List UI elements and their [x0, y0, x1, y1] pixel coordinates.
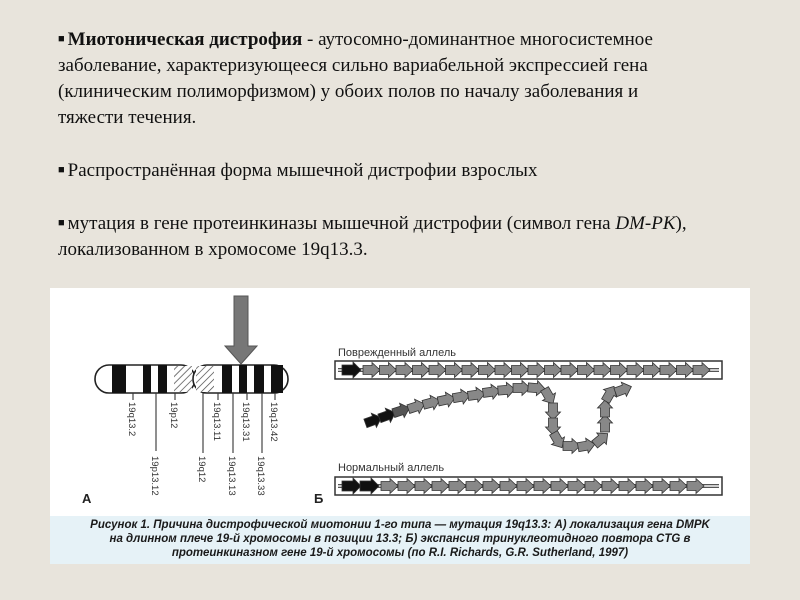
band-label: 19q13.33	[255, 456, 266, 496]
normal-allele-label: Нормальный аллель	[338, 462, 445, 474]
caption-line: протеинкиназном гене 19-й хромосомы (по R.I. Richards, G.R. Sutherland, 1997)	[171, 547, 629, 559]
normal-allele-strand	[335, 477, 722, 495]
band-label: 19q13.13	[226, 456, 237, 496]
panel-a-label: А	[82, 491, 92, 506]
chromosome-19	[95, 365, 288, 393]
figure-diagram	[50, 288, 750, 516]
band-tick-lines	[133, 393, 275, 453]
paragraph-common-form	[58, 157, 698, 184]
figure-caption	[50, 516, 750, 564]
band-label: 19p13.12	[149, 456, 160, 496]
caption-line: Рисунок 1. Причина дистрофической миотонии 1-го типа — мутация 19q13.3: А) локализация гена DMPK	[90, 519, 710, 531]
gene-locus-arrow	[225, 296, 257, 364]
bullet-icon: ■	[58, 164, 65, 176]
band-label: 19q13.2	[126, 402, 137, 437]
repeat-arrow	[546, 403, 561, 420]
band-label: 19q13.11	[211, 402, 222, 441]
damaged-allele-label: Поврежденный аллель	[338, 347, 456, 359]
bullet-icon: ■	[58, 33, 65, 45]
gene-symbol: DM-PK	[615, 213, 676, 234]
repeat-arrow	[563, 439, 580, 454]
band-label: 19q13.31	[240, 402, 251, 442]
repeat-arrow	[598, 415, 613, 432]
mutation-text-b: ), локализованном в хромосоме 19q13.3.	[58, 213, 687, 260]
term-myotonic-dystrophy: Миотоническая дистрофия	[67, 29, 303, 50]
band-label: 19q13.42	[268, 402, 279, 442]
damaged-allele-strand	[335, 361, 722, 379]
common-form-text: Распространённая форма мышечной дистрофии взрослых	[67, 160, 538, 181]
band-label: 19p12	[168, 402, 179, 429]
mutation-text-a: мутация в гене протеинкиназы мышечной дистрофии (символ гена	[67, 213, 616, 234]
band-label: 19q12	[196, 456, 207, 483]
ctg-expansion-loop	[363, 380, 634, 455]
paragraph-mutation	[58, 210, 698, 263]
bullet-icon: ■	[58, 217, 65, 229]
figure-myotonic-dystrophy	[50, 288, 750, 564]
panel-b-label: Б	[314, 491, 324, 506]
definition-text: - аутосомно-доминантное многосистемное заболевание, характеризующееся сильно вариабельной экспрессией гена (клиническим полиморфизмом) у обоих полов по началу заболевания и тяжести течения.	[58, 29, 653, 128]
repeat-arrow	[513, 381, 530, 396]
caption-line: на длинном плече 19-й хромосомы в позиции 13.3; Б) экспансия тринуклеотидного повтора CTG в	[109, 533, 691, 545]
slide-text	[58, 26, 698, 289]
paragraph-definition	[58, 26, 698, 131]
